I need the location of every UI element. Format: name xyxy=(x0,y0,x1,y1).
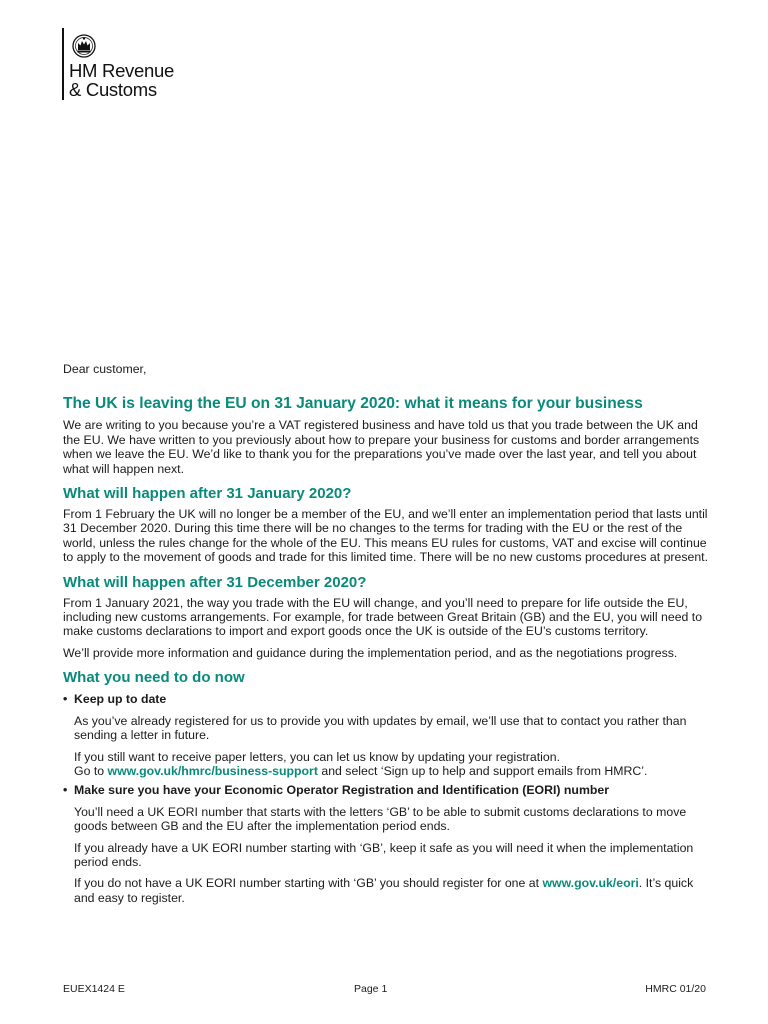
bullet-keep-up-to-date: • Keep up to date xyxy=(63,692,711,706)
logo-line2: & Customs xyxy=(69,79,157,100)
bullet1-paragraph-2 xyxy=(74,750,711,779)
bullet1-goto-text: Go to xyxy=(74,763,108,778)
letter-body xyxy=(63,362,711,905)
bullet1-select-text: and select ‘Sign up to help and support emails from HMRC’. xyxy=(317,763,648,778)
bullet2-quick-text: . It’s quick and easy to register. xyxy=(74,876,694,905)
intro-paragraph: We are writing to you because you’re a VAT registered business and have told us that you trade between the UK and the EU. We have written to you previously about how to prepare your business for customs and border arrangements when we leave the EU. We’d like to thank you for the preparations you’ve made over the last year, and tell you about what will happen next. xyxy=(63,418,700,476)
bullet1-paragraph-2-line1: If you still want to receive paper letters, you can let us know by updating your registration. xyxy=(74,749,560,764)
section1-heading: What will happen after 31 January 2020? xyxy=(63,485,352,503)
bullet2-paragraph-3 xyxy=(74,876,711,905)
logo-rule xyxy=(62,28,64,100)
section2-paragraph-1: From 1 January 2021, the way you trade with the EU will change, and you’ll need to prepare for life outside the EU, including new customs arrangements. For example, for trade between Great Britain (GB) and the EU, you will need to make customs declarations to import and export goods once the UK is outside of the EU’s customs territory. xyxy=(63,595,703,639)
bullet2-paragraph-1: You’ll need a UK EORI number that starts with the letters ‘GB’ to be able to submit customs declarations to move goods between GB and the EU after the implementation period ends. xyxy=(74,804,687,834)
footer-form-code: EUEX1424 E xyxy=(63,983,125,995)
eori-link[interactable]: www.gov.uk/eori xyxy=(542,876,639,891)
bullet2-paragraph-2: If you already have a UK EORI number starting with ‘GB’, keep it safe as you will need it when the implementation period ends. xyxy=(74,840,694,869)
salutation: Dear customer, xyxy=(63,362,147,376)
section2-paragraph-2: We’ll provide more information and guidance during the implementation period, and as the negotiations progress. xyxy=(63,645,678,660)
section2-heading: What will happen after 31 December 2020? xyxy=(63,573,367,591)
logo-line1: HM Revenue xyxy=(69,60,174,81)
bullet2-register-text: If you do not have a UK EORI number starting with ‘GB’ you should register for one at xyxy=(74,876,543,891)
crown-crest-icon xyxy=(70,32,98,58)
footer-page-number: Page 1 xyxy=(354,983,388,995)
section3-heading: What you need to do now xyxy=(63,669,245,687)
business-support-link[interactable]: www.gov.uk/hmrc/business-support xyxy=(107,763,318,778)
section1-paragraph: From 1 February the UK will no longer be a member of the EU, and we’ll enter an implementation period that lasts until 31 December 2020. During this time there will be no changes to the terms for trading with the EU or the rest of the world, unless the rules change for the whole of the EU. This means EU rules for customs, VAT and excise will continue to apply to the movement of goods and trade for this limited time. There will be no new customs procedures at present. xyxy=(63,507,709,565)
letter-title: The UK is leaving the EU on 31 January 2020: what it means for your business xyxy=(63,395,643,413)
footer-version: HMRC 01/20 xyxy=(645,983,706,995)
bullet1-paragraph-1: As you’ve already registered for us to provide you with updates by email, we’ll use that to contact you rather than sending a letter in future. xyxy=(74,713,687,743)
logo-wordmark xyxy=(69,61,174,99)
bullet-eori-number: • Make sure you have your Economic Operator Registration and Identification (EORI) number xyxy=(63,783,711,797)
